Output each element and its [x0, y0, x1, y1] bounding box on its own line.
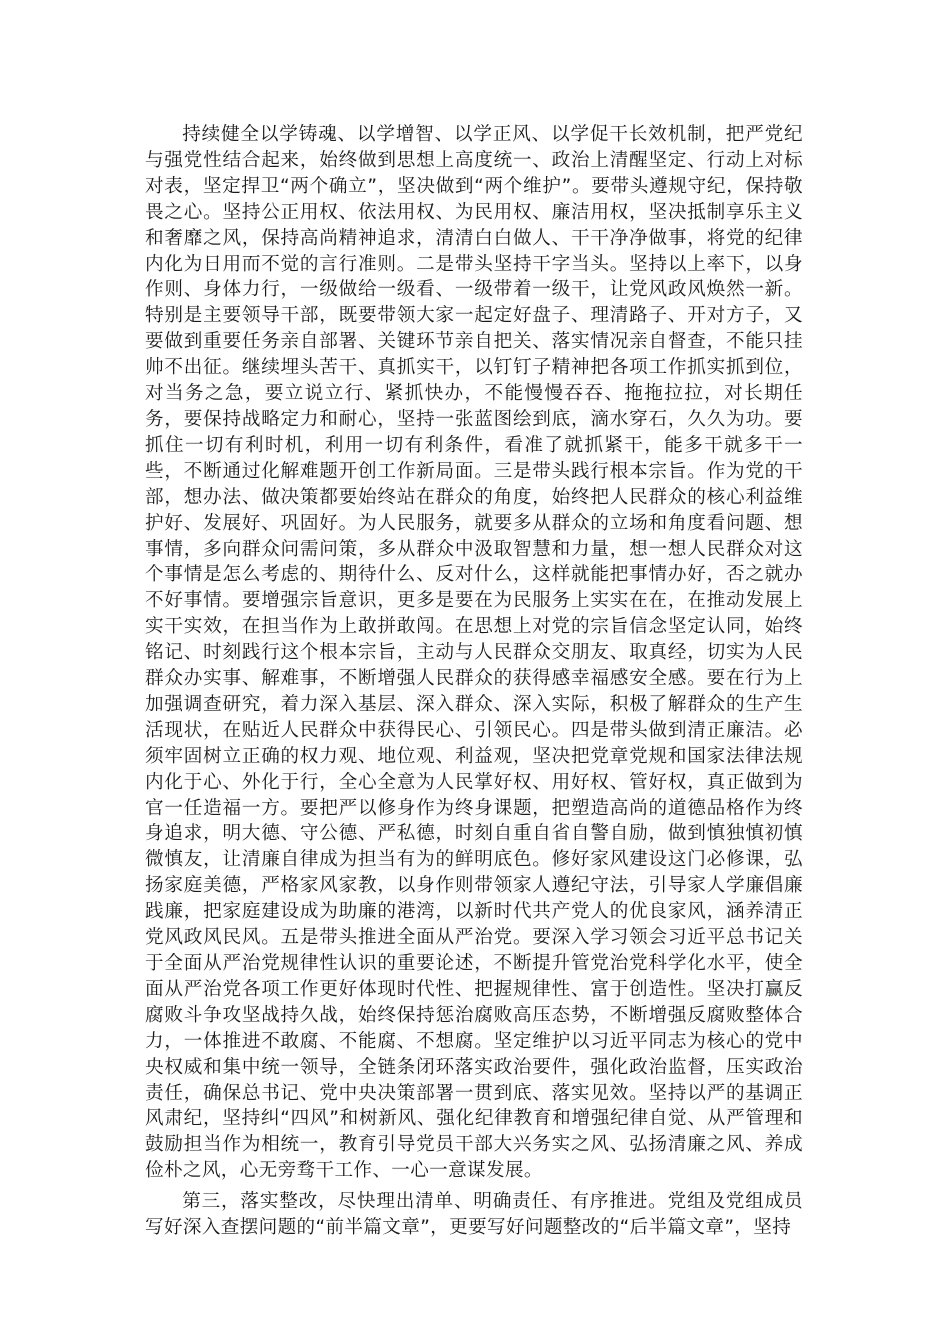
document-body: [145, 122, 803, 1241]
body-paragraph: 持续健全以学铸魂、以学增智、以学正风、以学促干长效机制，把严党纪与强党性结合起来，始终做到思想上高度统一、政治上清醒坚定、行动上对标对表，坚定捍卫“两个确立”，坚决做到“两个维护”。要带头遵规守纪，保持敬畏之心。坚持公正用权、依法用权、为民用权、廉洁用权，坚决抵制享乐主义和奢靡之风，保持高尚精神追求，清清白白做人、干干净净做事，将党的纪律内化为日用而不觉的言行准则。二是带头坚持干字当头。坚持以上率下，以身作则、身体力行，一级做给一级看、一级带着一级干，让党风政风焕然一新。特别是主要领导干部，既要带领大家一起定好盘子、理清路子、开对方子，又要做到重要任务亲自部署、关键环节亲自把关、落实情况亲自督查，不能只挂帅不出征。继续埋头苦干、真抓实干，以钉钉子精神把各项工作抓实抓到位，对当务之急，要立说立行、紧抓快办，不能慢慢吞吞、拖拖拉拉，对长期任务，要保持战略定力和耐心，坚持一张蓝图绘到底，滴水穿石，久久为功。要抓住一切有利时机，利用一切有利条件，看准了就抓紧干，能多干就多干一些，不断通过化解难题开创工作新局面。三是带头践行根本宗旨。作为党的干部，想办法、做决策都要始终站在群众的角度，始终把人民群众的核心利益维护好、发展好、巩固好。为人民服务，就要多从群众的立场和角度看问题、想事情，多向群众问需问策，多从群众中汲取智慧和力量，想一想人民群众对这个事情是怎么考虑的、期待什么、反对什么，这样就能把事情办好，否之就办不好事情。要增强宗旨意识，更多是要在为民服务上实实在在，在推动发展上实干实效，在担当作为上敢拼敢闯。在思想上对党的宗旨信念坚定认同，始终铭记、时刻践行这个根本宗旨，主动与人民群众交朋友、取真经，切实为人民群众办实事、解难事，不断增强人民群众的获得感幸福感安全感。要在行为上加强调查研究，着力深入基层、深入群众、深入实际，积极了解群众的生产生活现状，在贴近人民群众中获得民心、引领民心。四是带头做到清正廉洁。必须牢固树立正确的权力观、地位观、利益观，坚决把党章党规和国家法律法规内化于心、外化于行，全心全意为人民掌好权、用好权、管好权，真正做到为官一任造福一方。要把严以修身作为终身课题，把塑造高尚的道德品格作为终身追求，明大德、守公德、严私德，时刻自重自省自警自励，做到慎独慎初慎微慎友，让清廉自律成为担当有为的鲜明底色。修好家风建设这门必修课，弘扬家庭美德，严格家风家教，以身作则带领家人遵纪守法，引导家人学廉倡廉践廉，把家庭建设成为助廉的港湾，以新时代共产党人的优良家风，涵养清正党风政风民风。五是带头推进全面从严治党。要深入学习领会习近平总书记关于全面从严治党规律性认识的重要论述，不断提升管党治党科学化水平，使全面从严治党各项工作更好体现时代性、把握规律性、富于创造性。坚决打赢反腐败斗争攻坚战持久战，始终保持惩治腐败高压态势，不断增强反腐败整体合力，一体推进不敢腐、不能腐、不想腐。坚定维护以习近平同志为核心的党中央权威和集中统一领导，全链条闭环落实政治要件，强化政治监督，压实政治责任，确保总书记、党中央决策部署一贯到底、落实见效。坚持以严的基调正风肃纪，坚持纠“四风”和树新风、强化纪律教育和增强纪律自觉、从严管理和鼓励担当作为相统一，教育引导党员干部大兴务实之风、弘扬清廉之风、养成俭朴之风，心无旁骛干工作、一心一意谋发展。: [145, 124, 803, 1182]
body-paragraph: 第三，落实整改，尽快理出清单、明确责任、有序推进。党组及党组成员写好深入查摆问题的“前半篇文章”，更要写好问题整改的“后半篇文章”，坚持: [145, 1191, 803, 1239]
